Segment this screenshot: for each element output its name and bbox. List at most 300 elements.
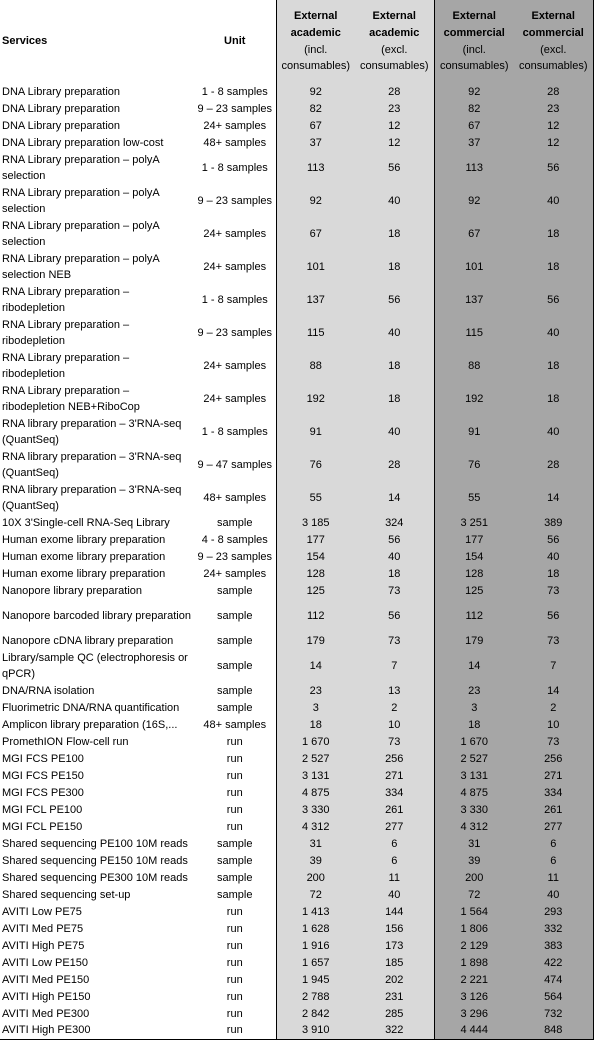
ext-commercial-incl-cell: 88 bbox=[434, 349, 514, 382]
ext-academic-excl-cell: 334 bbox=[355, 784, 434, 801]
unit-cell: 48+ samples bbox=[203, 491, 267, 504]
ext-academic-excl-cell: 23 bbox=[355, 100, 434, 117]
unit-cell: run bbox=[226, 1007, 243, 1020]
ext-commercial-excl-cell: 261 bbox=[514, 801, 593, 818]
ext-academic-incl-cell: 101 bbox=[276, 250, 355, 283]
ext-commercial-excl-cell: 14 bbox=[514, 682, 593, 699]
table-row bbox=[0, 818, 593, 835]
ext-commercial-excl-cell: 10 bbox=[514, 716, 593, 733]
ext-commercial-excl-cell: 277 bbox=[514, 818, 593, 835]
ext-commercial-excl-cell: 56 bbox=[514, 531, 593, 548]
table-row bbox=[0, 869, 593, 886]
service-cell: Human exome library preparation bbox=[2, 533, 166, 546]
table-row bbox=[0, 835, 593, 852]
ext-commercial-incl-cell: 3 bbox=[434, 699, 514, 716]
table-row bbox=[0, 988, 593, 1005]
unit-cell: sample bbox=[217, 871, 253, 884]
unit-cell: 1 - 8 samples bbox=[201, 425, 268, 438]
unit-cell: 9 – 23 samples bbox=[197, 194, 273, 207]
service-cell: Amplicon library preparation (16S,... bbox=[2, 718, 178, 731]
ext-commercial-incl-cell: 137 bbox=[434, 283, 514, 316]
ext-academic-incl-cell: 91 bbox=[276, 415, 355, 448]
ext-commercial-excl-cell: 12 bbox=[514, 134, 593, 151]
service-cell: Shared sequencing PE100 10M reads bbox=[2, 837, 188, 850]
ext-academic-excl-cell: 56 bbox=[355, 283, 434, 316]
ext-commercial-excl-cell: 11 bbox=[514, 869, 593, 886]
ext-commercial-incl-cell: 112 bbox=[434, 599, 514, 632]
ext-commercial-excl-cell: 18 bbox=[514, 217, 593, 250]
unit-cell: sample bbox=[217, 584, 253, 597]
ext-academic-incl-cell: 55 bbox=[276, 481, 355, 514]
ext-commercial-excl-cell: 389 bbox=[514, 514, 593, 531]
table-row bbox=[0, 514, 593, 531]
unit-cell: 24+ samples bbox=[203, 392, 267, 405]
ext-commercial-incl-cell: 72 bbox=[434, 886, 514, 903]
ext-commercial-excl-cell: 73 bbox=[514, 733, 593, 750]
unit-cell: 9 – 47 samples bbox=[197, 458, 273, 471]
ext-academic-incl-cell: 177 bbox=[276, 531, 355, 548]
table-row bbox=[0, 954, 593, 971]
unit-cell: 24+ samples bbox=[203, 359, 267, 372]
ext-commercial-excl-cell: 18 bbox=[514, 565, 593, 582]
service-cell: AVITI High PE300 bbox=[0, 1022, 194, 1039]
unit-cell: run bbox=[226, 820, 243, 833]
ext-commercial-incl-cell: 1 564 bbox=[434, 903, 514, 920]
ext-commercial-incl-cell: 179 bbox=[434, 632, 514, 649]
ext-commercial-excl-cell: 56 bbox=[514, 151, 593, 184]
ext-academic-incl-cell: 3 910 bbox=[276, 1022, 355, 1039]
header-note: consumables) bbox=[519, 60, 588, 73]
ext-academic-incl-cell: 3 185 bbox=[276, 514, 355, 531]
unit-cell: 9 – 23 samples bbox=[197, 102, 273, 115]
ext-commercial-excl-cell: 6 bbox=[514, 835, 593, 852]
header-line: External bbox=[531, 10, 575, 23]
ext-commercial-incl-header bbox=[434, 0, 514, 83]
ext-academic-excl-cell: 73 bbox=[355, 582, 434, 599]
header-line: commercial bbox=[522, 26, 584, 39]
ext-academic-excl-cell: 6 bbox=[355, 852, 434, 869]
service-cell: RNA library preparation – 3'RNA-seq (QuantSeq) bbox=[2, 417, 182, 446]
ext-commercial-incl-cell: 3 131 bbox=[434, 767, 514, 784]
table-row bbox=[0, 217, 593, 250]
service-cell: 10X 3'Single-cell RNA-Seq Library bbox=[2, 516, 170, 529]
ext-academic-incl-cell: 76 bbox=[276, 448, 355, 481]
table-body bbox=[0, 83, 593, 1039]
ext-commercial-excl-cell: 732 bbox=[514, 1005, 593, 1022]
table-row bbox=[0, 565, 593, 582]
ext-academic-incl-cell: 92 bbox=[276, 184, 355, 217]
service-cell: AVITI Med PE75 bbox=[2, 922, 84, 935]
ext-commercial-incl-cell: 14 bbox=[434, 649, 514, 682]
service-cell: DNA Library preparation bbox=[2, 102, 121, 115]
unit-cell: 9 – 23 samples bbox=[197, 550, 273, 563]
service-cell: Shared sequencing set-up bbox=[2, 888, 131, 901]
ext-commercial-incl-cell: 2 221 bbox=[434, 971, 514, 988]
ext-commercial-incl-cell: 154 bbox=[434, 548, 514, 565]
header-row bbox=[0, 0, 593, 83]
unit-cell: sample bbox=[217, 609, 253, 622]
ext-academic-excl-cell: 56 bbox=[355, 151, 434, 184]
ext-academic-incl-header bbox=[276, 0, 355, 83]
service-cell: DNA Library preparation bbox=[2, 119, 121, 132]
ext-commercial-incl-cell: 125 bbox=[434, 582, 514, 599]
unit-cell: 24+ samples bbox=[203, 260, 267, 273]
table-row bbox=[0, 971, 593, 988]
ext-commercial-incl-cell: 1 806 bbox=[434, 920, 514, 937]
table-row bbox=[0, 1005, 593, 1022]
service-cell: AVITI Med PE150 bbox=[2, 973, 90, 986]
ext-academic-incl-cell: 179 bbox=[276, 632, 355, 649]
ext-academic-incl-cell: 1 916 bbox=[276, 937, 355, 954]
ext-academic-excl-cell: 285 bbox=[355, 1005, 434, 1022]
ext-commercial-incl-cell: 4 312 bbox=[434, 818, 514, 835]
table-row bbox=[0, 886, 593, 903]
ext-academic-incl-cell: 82 bbox=[276, 100, 355, 117]
header-note: (excl. bbox=[381, 43, 408, 56]
ext-academic-incl-cell: 2 527 bbox=[276, 750, 355, 767]
table-row bbox=[0, 903, 593, 920]
ext-commercial-excl-cell: 56 bbox=[514, 599, 593, 632]
header-note: (incl. bbox=[462, 43, 486, 56]
ext-commercial-incl-cell: 113 bbox=[434, 151, 514, 184]
table-row bbox=[0, 250, 593, 283]
ext-commercial-incl-cell: 200 bbox=[434, 869, 514, 886]
table-row bbox=[0, 716, 593, 733]
ext-academic-incl-cell: 3 131 bbox=[276, 767, 355, 784]
service-cell: Library/sample QC (electrophoresis or qPCR) bbox=[2, 651, 188, 680]
ext-commercial-excl-cell: 28 bbox=[514, 83, 593, 100]
ext-commercial-excl-cell: 256 bbox=[514, 750, 593, 767]
ext-commercial-incl-cell: 82 bbox=[434, 100, 514, 117]
service-cell: RNA library preparation – 3'RNA-seq (QuantSeq) bbox=[2, 450, 182, 479]
unit-cell: 4 - 8 samples bbox=[201, 533, 268, 546]
unit-cell: sample bbox=[217, 888, 253, 901]
ext-academic-excl-cell: 56 bbox=[355, 599, 434, 632]
table-row bbox=[0, 531, 593, 548]
ext-commercial-incl-cell: 177 bbox=[434, 531, 514, 548]
service-cell: RNA Library preparation – ribodepletion NEB+RiboCop bbox=[2, 384, 140, 413]
ext-academic-excl-cell: 40 bbox=[355, 415, 434, 448]
header-line: academic bbox=[290, 26, 341, 39]
unit-cell: run bbox=[226, 786, 243, 799]
table-row bbox=[0, 632, 593, 649]
ext-commercial-excl-cell: 383 bbox=[514, 937, 593, 954]
ext-commercial-incl-cell: 115 bbox=[434, 316, 514, 349]
table-row bbox=[0, 784, 593, 801]
ext-academic-incl-cell: 137 bbox=[276, 283, 355, 316]
ext-academic-incl-cell: 154 bbox=[276, 548, 355, 565]
unit-cell: sample bbox=[217, 837, 253, 850]
unit-cell: 1 - 8 samples bbox=[201, 293, 268, 306]
ext-academic-excl-cell: 12 bbox=[355, 117, 434, 134]
unit-cell: 24+ samples bbox=[203, 119, 267, 132]
unit-cell: run bbox=[194, 1022, 276, 1039]
table-row bbox=[0, 100, 593, 117]
ext-commercial-incl-cell: 55 bbox=[434, 481, 514, 514]
ext-commercial-excl-cell: 474 bbox=[514, 971, 593, 988]
table-row bbox=[0, 699, 593, 716]
ext-academic-incl-cell: 37 bbox=[276, 134, 355, 151]
table-row bbox=[0, 184, 593, 217]
ext-commercial-incl-cell: 91 bbox=[434, 415, 514, 448]
ext-academic-excl-cell: 18 bbox=[355, 349, 434, 382]
table-row bbox=[0, 316, 593, 349]
ext-commercial-incl-cell: 2 129 bbox=[434, 937, 514, 954]
ext-commercial-excl-cell: 40 bbox=[514, 886, 593, 903]
unit-cell: sample bbox=[217, 659, 253, 672]
table-row bbox=[0, 1022, 593, 1039]
unit-cell: run bbox=[226, 735, 243, 748]
table-row bbox=[0, 582, 593, 599]
ext-academic-excl-cell: 73 bbox=[355, 733, 434, 750]
service-cell: Nanopore barcoded library preparation bbox=[2, 609, 191, 622]
table-row bbox=[0, 448, 593, 481]
service-cell: MGI FCS PE300 bbox=[2, 786, 84, 799]
ext-commercial-incl-cell: 101 bbox=[434, 250, 514, 283]
ext-commercial-excl-cell: 332 bbox=[514, 920, 593, 937]
table-row bbox=[0, 349, 593, 382]
ext-commercial-incl-cell: 92 bbox=[434, 184, 514, 217]
ext-academic-excl-cell: 277 bbox=[355, 818, 434, 835]
ext-commercial-incl-cell: 92 bbox=[434, 83, 514, 100]
service-cell: MGI FCS PE100 bbox=[2, 752, 84, 765]
ext-commercial-excl-cell: 56 bbox=[514, 283, 593, 316]
ext-commercial-incl-cell: 3 330 bbox=[434, 801, 514, 818]
ext-academic-excl-cell: 202 bbox=[355, 971, 434, 988]
ext-commercial-excl-cell: 40 bbox=[514, 184, 593, 217]
ext-academic-incl-cell: 113 bbox=[276, 151, 355, 184]
table-row bbox=[0, 852, 593, 869]
unit-cell: sample bbox=[217, 701, 253, 714]
ext-commercial-excl-header bbox=[514, 0, 593, 83]
ext-commercial-excl-cell: 334 bbox=[514, 784, 593, 801]
service-cell: AVITI High PE75 bbox=[2, 939, 85, 952]
unit-cell: run bbox=[226, 973, 243, 986]
table-row bbox=[0, 649, 593, 682]
ext-academic-excl-cell: 324 bbox=[355, 514, 434, 531]
unit-cell: sample bbox=[217, 516, 253, 529]
ext-commercial-incl-cell: 192 bbox=[434, 382, 514, 415]
header-line: commercial bbox=[443, 26, 505, 39]
header-note: consumables) bbox=[360, 60, 429, 73]
ext-academic-excl-cell: 256 bbox=[355, 750, 434, 767]
ext-academic-incl-cell: 2 788 bbox=[276, 988, 355, 1005]
table-row bbox=[0, 134, 593, 151]
service-cell: RNA Library preparation – ribodepletion bbox=[2, 318, 130, 347]
ext-academic-excl-cell: 261 bbox=[355, 801, 434, 818]
ext-academic-incl-cell: 4 875 bbox=[276, 784, 355, 801]
ext-academic-excl-cell: 2 bbox=[355, 699, 434, 716]
ext-academic-incl-cell: 92 bbox=[276, 83, 355, 100]
service-cell: DNA/RNA isolation bbox=[2, 684, 95, 697]
table-row bbox=[0, 283, 593, 316]
ext-academic-excl-cell: 14 bbox=[355, 481, 434, 514]
ext-commercial-excl-cell: 18 bbox=[514, 349, 593, 382]
ext-academic-incl-cell: 1 657 bbox=[276, 954, 355, 971]
service-cell: RNA Library preparation – polyA selection bbox=[2, 219, 160, 248]
table-row bbox=[0, 767, 593, 784]
ext-commercial-excl-cell: 73 bbox=[514, 582, 593, 599]
table-row bbox=[0, 548, 593, 565]
ext-academic-excl-cell: 6 bbox=[355, 835, 434, 852]
services-header: Services bbox=[2, 35, 48, 48]
unit-cell: 24+ samples bbox=[203, 227, 267, 240]
ext-commercial-incl-cell: 3 296 bbox=[434, 1005, 514, 1022]
ext-academic-incl-cell: 3 bbox=[276, 699, 355, 716]
header-line: External bbox=[294, 10, 338, 23]
unit-cell: 9 – 23 samples bbox=[197, 326, 273, 339]
ext-commercial-incl-cell: 31 bbox=[434, 835, 514, 852]
ext-academic-incl-cell: 125 bbox=[276, 582, 355, 599]
ext-academic-incl-cell: 200 bbox=[276, 869, 355, 886]
service-cell: MGI FCS PE150 bbox=[2, 769, 84, 782]
service-cell: AVITI High PE150 bbox=[2, 990, 91, 1003]
ext-commercial-incl-cell: 4 875 bbox=[434, 784, 514, 801]
table-row bbox=[0, 801, 593, 818]
header-note: consumables) bbox=[440, 60, 509, 73]
ext-academic-excl-cell: 40 bbox=[355, 548, 434, 565]
ext-academic-incl-cell: 192 bbox=[276, 382, 355, 415]
ext-academic-excl-cell: 28 bbox=[355, 448, 434, 481]
ext-commercial-incl-cell: 1 898 bbox=[434, 954, 514, 971]
table-row bbox=[0, 481, 593, 514]
unit-header: Unit bbox=[224, 35, 246, 48]
ext-commercial-excl-cell: 18 bbox=[514, 250, 593, 283]
header-note: consumables) bbox=[281, 60, 350, 73]
ext-commercial-excl-cell: 14 bbox=[514, 481, 593, 514]
ext-academic-incl-cell: 88 bbox=[276, 349, 355, 382]
service-cell: DNA Library preparation low-cost bbox=[2, 136, 164, 149]
ext-commercial-excl-cell: 293 bbox=[514, 903, 593, 920]
ext-commercial-excl-cell: 73 bbox=[514, 632, 593, 649]
service-cell: RNA Library preparation – polyA selection NEB bbox=[2, 252, 160, 281]
table-row bbox=[0, 920, 593, 937]
ext-commercial-excl-cell: 18 bbox=[514, 382, 593, 415]
ext-academic-excl-cell: 11 bbox=[355, 869, 434, 886]
ext-academic-excl-cell: 56 bbox=[355, 531, 434, 548]
unit-cell: 24+ samples bbox=[203, 567, 267, 580]
ext-academic-excl-header bbox=[355, 0, 434, 83]
table-row bbox=[0, 682, 593, 699]
ext-academic-excl-cell: 12 bbox=[355, 134, 434, 151]
ext-commercial-incl-cell: 39 bbox=[434, 852, 514, 869]
ext-academic-excl-cell: 185 bbox=[355, 954, 434, 971]
ext-academic-incl-cell: 39 bbox=[276, 852, 355, 869]
unit-cell: 48+ samples bbox=[203, 718, 267, 731]
service-cell: Human exome library preparation bbox=[2, 550, 166, 563]
service-cell: RNA Library preparation – ribodepletion bbox=[2, 351, 130, 380]
ext-academic-excl-cell: 18 bbox=[355, 382, 434, 415]
ext-academic-excl-cell: 231 bbox=[355, 988, 434, 1005]
ext-academic-incl-cell: 1 945 bbox=[276, 971, 355, 988]
ext-commercial-incl-cell: 37 bbox=[434, 134, 514, 151]
ext-commercial-excl-cell: 40 bbox=[514, 316, 593, 349]
header-note: (excl. bbox=[540, 43, 567, 56]
header-line: academic bbox=[369, 26, 420, 39]
ext-academic-incl-cell: 112 bbox=[276, 599, 355, 632]
unit-cell: run bbox=[226, 905, 243, 918]
ext-commercial-excl-cell: 12 bbox=[514, 117, 593, 134]
table-row bbox=[0, 599, 593, 632]
table-row bbox=[0, 937, 593, 954]
service-cell: Fluorimetric DNA/RNA quantification bbox=[2, 701, 180, 714]
unit-cell: run bbox=[226, 956, 243, 969]
ext-academic-excl-cell: 10 bbox=[355, 716, 434, 733]
ext-commercial-excl-cell: 422 bbox=[514, 954, 593, 971]
service-cell: Nanopore library preparation bbox=[2, 584, 143, 597]
ext-commercial-excl-cell: 40 bbox=[514, 548, 593, 565]
table-row bbox=[0, 750, 593, 767]
ext-academic-excl-cell: 73 bbox=[355, 632, 434, 649]
ext-academic-incl-cell: 72 bbox=[276, 886, 355, 903]
ext-academic-incl-cell: 3 330 bbox=[276, 801, 355, 818]
ext-academic-excl-cell: 13 bbox=[355, 682, 434, 699]
ext-academic-excl-cell: 322 bbox=[355, 1022, 434, 1039]
table-row bbox=[0, 415, 593, 448]
header-line: External bbox=[372, 10, 416, 23]
ext-commercial-incl-cell: 67 bbox=[434, 117, 514, 134]
ext-commercial-excl-cell: 564 bbox=[514, 988, 593, 1005]
ext-academic-incl-cell: 1 670 bbox=[276, 733, 355, 750]
ext-academic-excl-cell: 144 bbox=[355, 903, 434, 920]
service-cell: RNA Library preparation – polyA selection bbox=[2, 186, 160, 215]
service-cell: MGI FCL PE150 bbox=[2, 820, 83, 833]
ext-commercial-excl-cell: 848 bbox=[514, 1022, 593, 1039]
table-row bbox=[0, 382, 593, 415]
ext-academic-incl-cell: 31 bbox=[276, 835, 355, 852]
ext-academic-incl-cell: 2 842 bbox=[276, 1005, 355, 1022]
service-cell: Shared sequencing PE150 10M reads bbox=[2, 854, 188, 867]
ext-commercial-excl-cell: 271 bbox=[514, 767, 593, 784]
service-cell: RNA Library preparation – polyA selection bbox=[2, 153, 160, 182]
unit-cell: 1 - 8 samples bbox=[201, 85, 268, 98]
ext-commercial-incl-cell: 4 444 bbox=[434, 1022, 514, 1039]
ext-commercial-excl-cell: 6 bbox=[514, 852, 593, 869]
service-cell: Shared sequencing PE300 10M reads bbox=[2, 871, 188, 884]
service-cell: MGI FCL PE100 bbox=[2, 803, 83, 816]
ext-commercial-incl-cell: 18 bbox=[434, 716, 514, 733]
ext-commercial-excl-cell: 40 bbox=[514, 415, 593, 448]
table-row bbox=[0, 83, 593, 100]
ext-commercial-incl-cell: 3 126 bbox=[434, 988, 514, 1005]
service-cell: RNA library preparation – 3'RNA-seq (QuantSeq) bbox=[2, 483, 182, 512]
ext-academic-incl-cell: 18 bbox=[276, 716, 355, 733]
ext-commercial-incl-cell: 1 670 bbox=[434, 733, 514, 750]
ext-academic-incl-cell: 128 bbox=[276, 565, 355, 582]
service-cell: AVITI Low PE150 bbox=[2, 956, 89, 969]
header-line: External bbox=[452, 10, 496, 23]
ext-academic-excl-cell: 40 bbox=[355, 184, 434, 217]
ext-commercial-excl-cell: 23 bbox=[514, 100, 593, 117]
unit-cell: run bbox=[226, 939, 243, 952]
service-cell: Human exome library preparation bbox=[2, 567, 166, 580]
ext-commercial-excl-cell: 2 bbox=[514, 699, 593, 716]
unit-cell: run bbox=[226, 803, 243, 816]
unit-cell: 1 - 8 samples bbox=[201, 161, 268, 174]
ext-academic-incl-cell: 67 bbox=[276, 117, 355, 134]
table-row bbox=[0, 151, 593, 184]
ext-commercial-incl-cell: 76 bbox=[434, 448, 514, 481]
ext-academic-excl-cell: 7 bbox=[355, 649, 434, 682]
ext-academic-incl-cell: 1 628 bbox=[276, 920, 355, 937]
ext-academic-incl-cell: 67 bbox=[276, 217, 355, 250]
ext-academic-incl-cell: 23 bbox=[276, 682, 355, 699]
unit-cell: sample bbox=[217, 684, 253, 697]
ext-academic-excl-cell: 271 bbox=[355, 767, 434, 784]
table-row bbox=[0, 117, 593, 134]
ext-academic-incl-cell: 4 312 bbox=[276, 818, 355, 835]
unit-cell: run bbox=[226, 752, 243, 765]
